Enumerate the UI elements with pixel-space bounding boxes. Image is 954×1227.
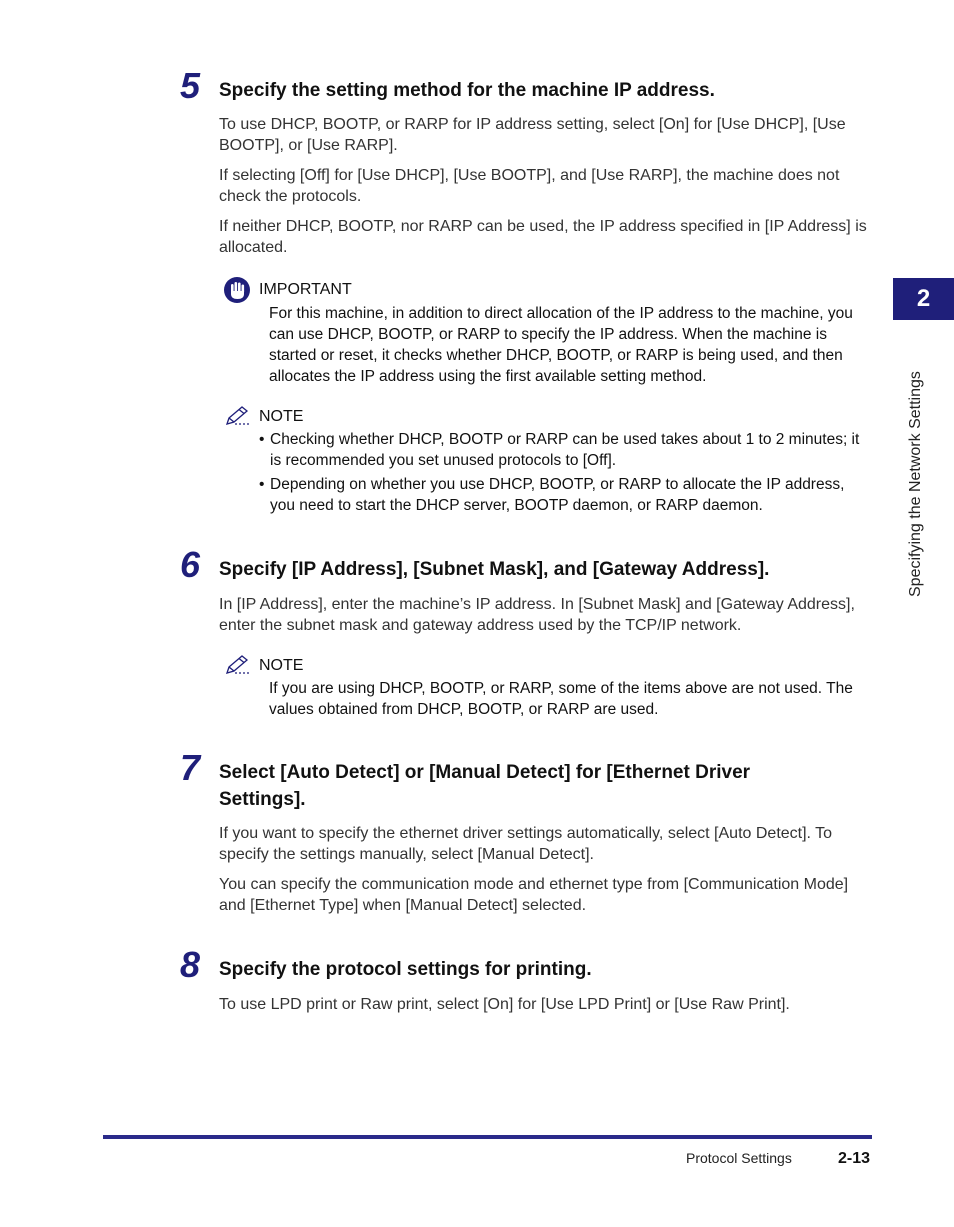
chapter-number: 2 <box>916 285 931 312</box>
step-number: 7 <box>180 747 201 788</box>
footer-section-name: Protocol Settings <box>686 1150 792 1166</box>
note-bullet-text: Checking whether DHCP, BOOTP or RARP can be used takes about 1 to 2 minutes; it is recommended you set unused protocols to [Off]. <box>270 431 860 469</box>
step-title: Select [Auto Detect] or [Manual Detect] for [Ethernet Driver Settings]. <box>219 762 751 810</box>
note-bullet-text: Depending on whether you use DHCP, BOOTP, or RARP to allocate the IP address, you need to start the DHCP server, BOOTP daemon, or RARP daemon. <box>270 476 845 514</box>
step-paragraph: To use LPD print or Raw print, select [On] for [Use LPD Print] or [Use Raw Print]. <box>219 996 790 1013</box>
step-number: 6 <box>180 544 201 585</box>
important-icon <box>223 276 251 304</box>
list-item: • Checking whether DHCP, BOOTP or RARP can be used takes about 1 to 2 minutes; it is recommended you set unused protocols to [Off]. <box>259 429 871 471</box>
note-pencil-icon <box>224 405 252 427</box>
list-item: • Depending on whether you use DHCP, BOOTP, or RARP to allocate the IP address, you need to start the DHCP server, BOOTP daemon, or RARP daemon. <box>259 474 871 516</box>
important-label: IMPORTANT <box>259 281 352 298</box>
important-text: For this machine, in addition to direct allocation of the IP address to the machine, you can use DHCP, BOOTP, or RARP to specify the IP address. When the machine is started or reset, it checks whether DHCP, BOOTP, or RARP is being used, and then allocates the IP address using the first available setting method. <box>269 305 853 385</box>
note-label: NOTE <box>259 408 304 425</box>
step-paragraph: If selecting [Off] for [Use DHCP], [Use BOOTP], and [Use RARP], the machine does not check the protocols. <box>219 167 840 205</box>
step-title: Specify the protocol settings for printing. <box>219 959 592 980</box>
chapter-tab <box>893 278 954 320</box>
step-paragraph: If neither DHCP, BOOTP, nor RARP can be used, the IP address specified in [IP Address] is allocated. <box>219 218 867 256</box>
chapter-side-title: Specifying the Network Settings <box>907 371 924 597</box>
step-title: Specify the setting method for the machine IP address. <box>219 80 715 101</box>
step-paragraph: To use DHCP, BOOTP, or RARP for IP address setting, select [On] for [Use DHCP], [Use BOOTP], or [Use RARP]. <box>219 116 846 154</box>
step-paragraph: You can specify the communication mode and ethernet type from [Communication Mode] and [Ethernet Type] when [Manual Detect] selected. <box>219 876 849 914</box>
note-label: NOTE <box>259 657 304 674</box>
note-text: If you are using DHCP, BOOTP, or RARP, some of the items above are not used. The values obtained from DHCP, BOOTP, or RARP are used. <box>269 680 853 718</box>
note-bullet-list <box>259 429 871 516</box>
step-number: 8 <box>180 944 201 985</box>
step-title: Specify [IP Address], [Subnet Mask], and [Gateway Address]. <box>219 559 770 580</box>
footer-rule <box>103 1135 872 1139</box>
page-number: 2-13 <box>838 1150 871 1167</box>
note-pencil-icon <box>224 654 252 676</box>
step-paragraph: In [IP Address], enter the machine’s IP address. In [Subnet Mask] and [Gateway Address], enter the subnet mask and gateway address used by the TCP/IP network. <box>219 596 855 634</box>
step-paragraph: If you want to specify the ethernet driver settings automatically, select [Auto Detect]. To specify the settings manually, select [Manual Detect]. <box>219 825 833 863</box>
step-number: 5 <box>180 65 201 106</box>
